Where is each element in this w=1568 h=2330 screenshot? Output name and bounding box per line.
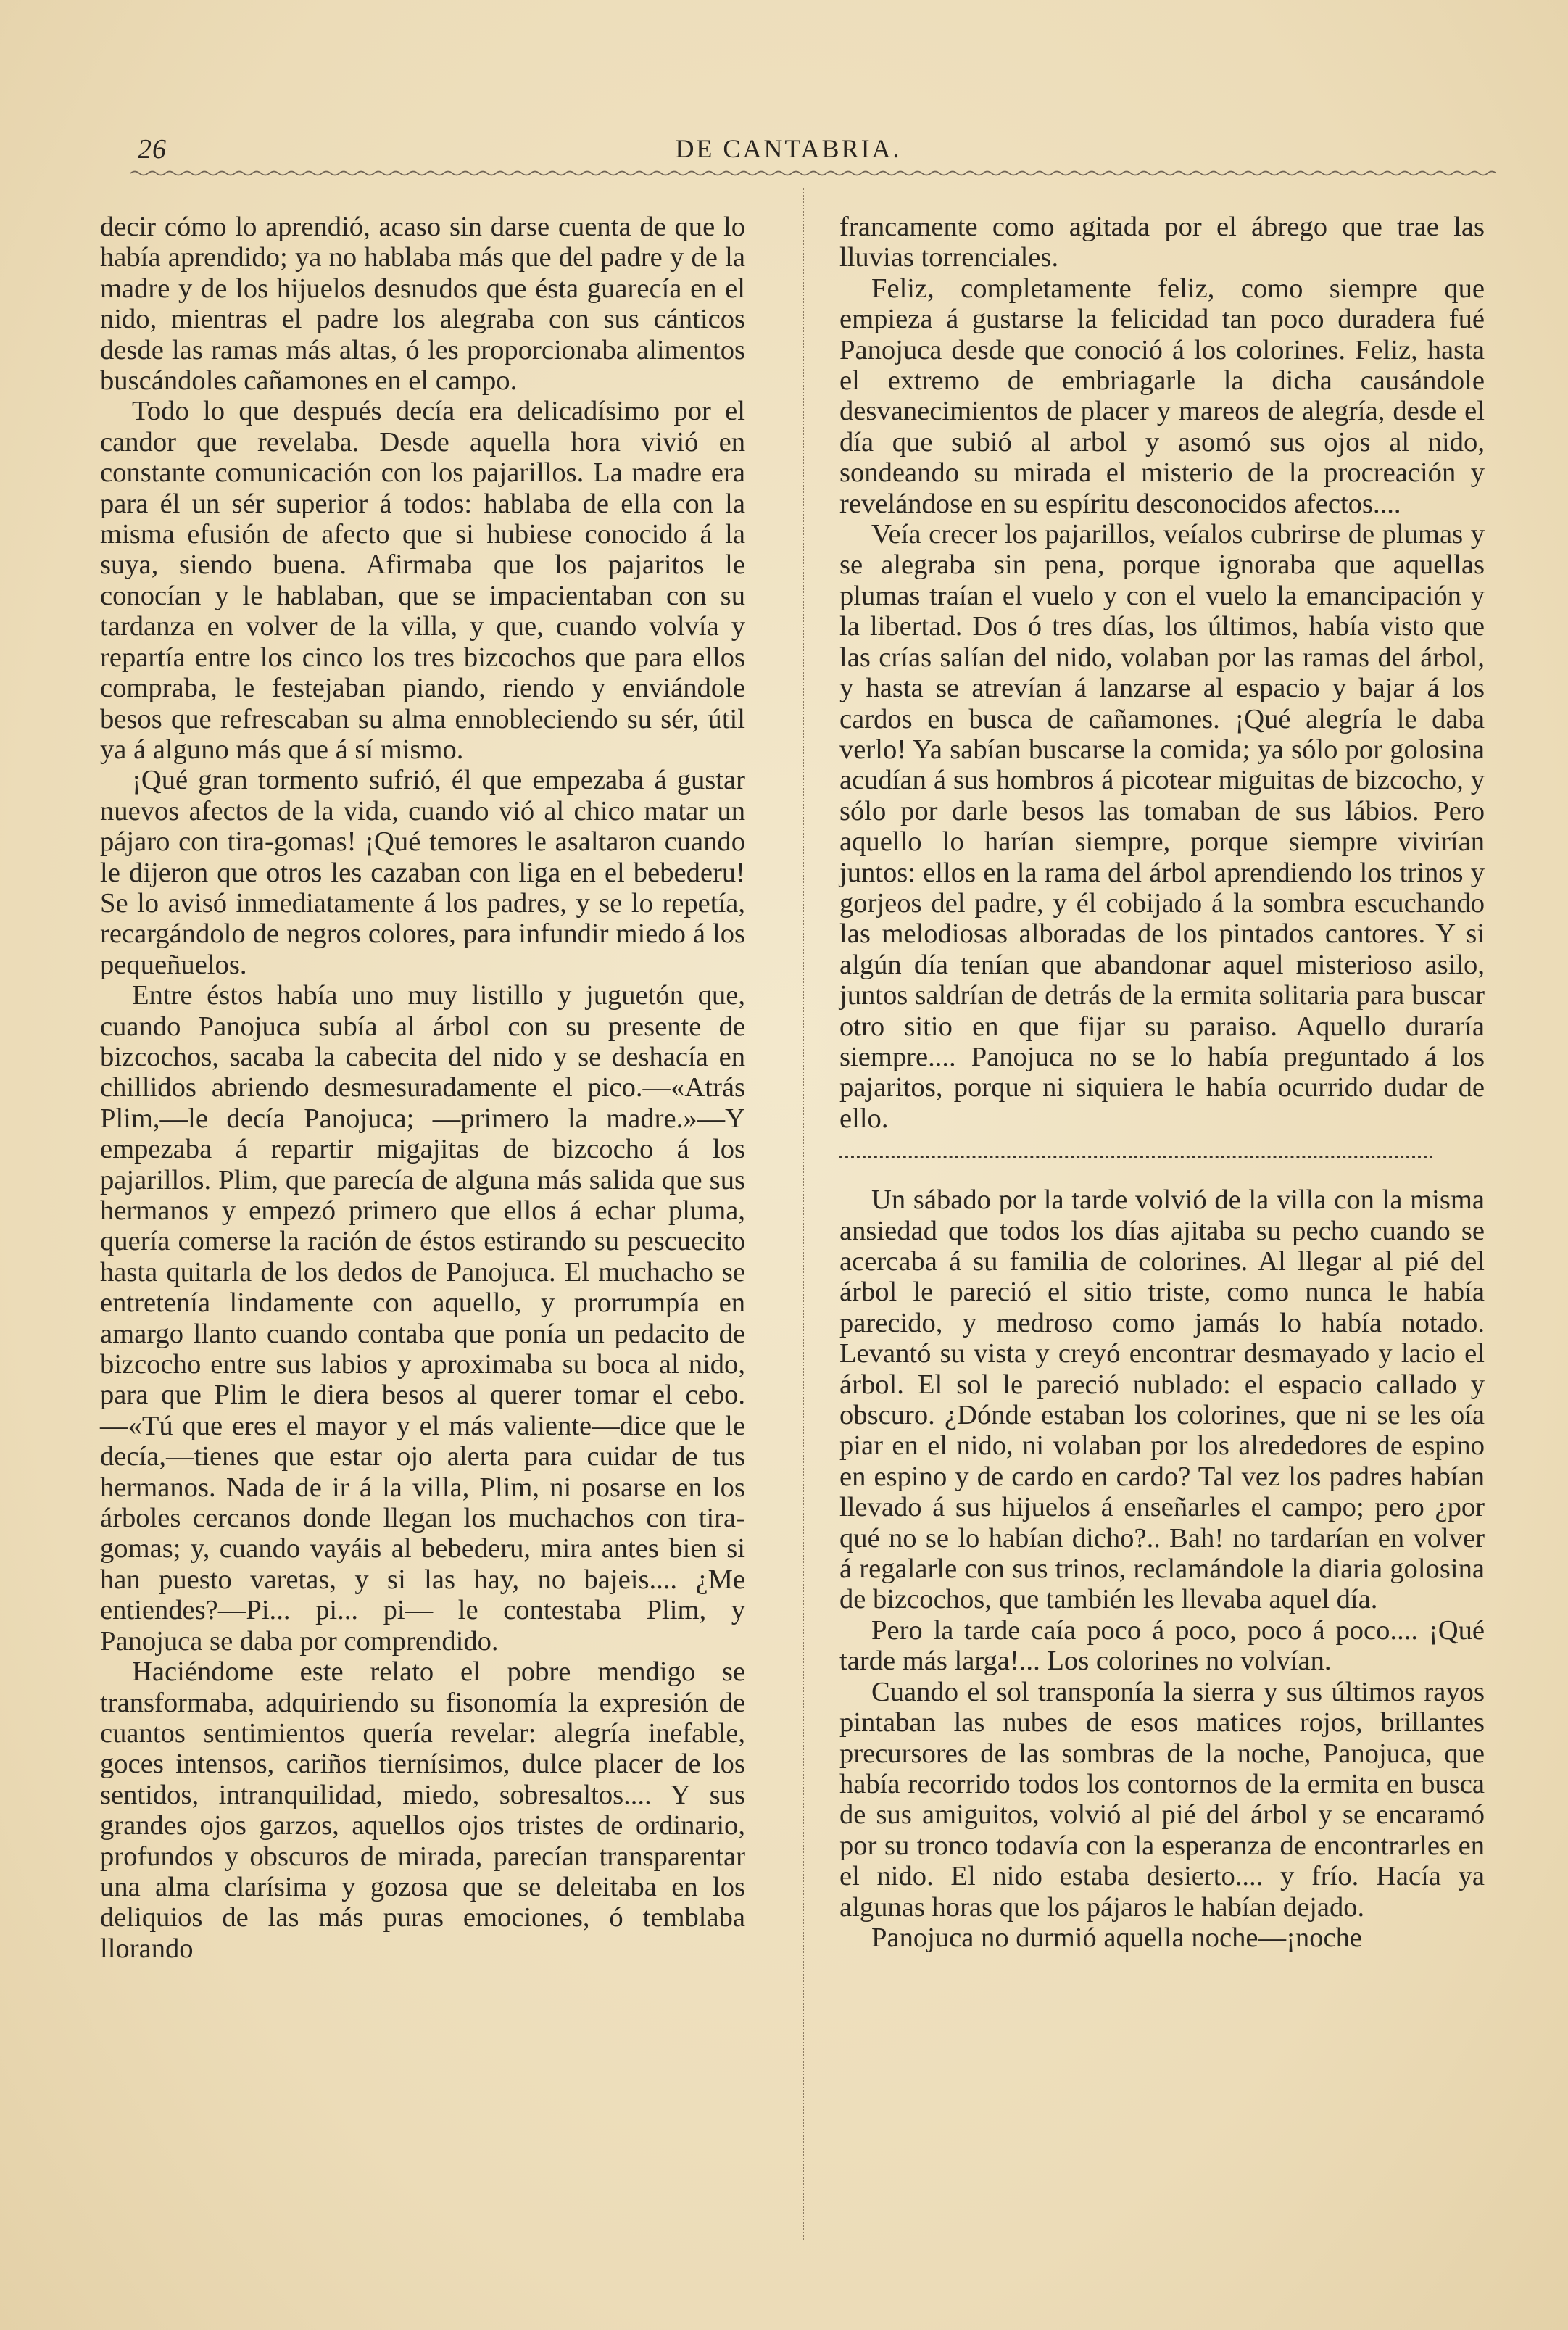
right-column: [839, 212, 1485, 1953]
section-break-dots: [839, 1150, 1433, 1158]
paragraph: Todo lo que después decía era delicadísimo por el candor que revelaba. Desde aquella hora vivió en constante comunicación con los pajarillos. La madre era para él un sér superior á todos: hablaba de ella con la misma efusión de afecto que si hubiese conocido á la suya, siendo buena. Afirmaba que los pajaritos le conocían y le hablaban, que se impacientaban con su tardanza en volver de la villa, y que, cuando volvía y repartía entre los cinco los tres bizcochos que para ellos compraba, le festejaban piando, riendo y enviándole besos que refrescaban su alma ennobleciendo su sér, útil ya á alguno más que á sí mismo.: [100, 396, 745, 765]
paragraph: Panojuca no durmió aquella noche—¡noche: [871, 1922, 1363, 1953]
paragraph: Pero la tarde caía poco á poco, poco á poco.... ¡Qué tarde más larga!... Los colorines no volvían.: [839, 1614, 1485, 1677]
paragraph: Haciéndome este relato el pobre mendigo se transformaba, adquiriendo su fisonomía la expresión de cuantos sentimientos quería revelar: alegría inefable, goces intensos, cariños tiernísimos, dulce placer de los sentidos, intranquilidad, miedo, sobresaltos.... Y sus grandes ojos garzos, aquellos ojos tristes de ordinario, profundos y obscuros de mirada, parecían transparentar una alma clarísima y gozosa que se deleitaba en los deliquios de las más puras emociones, ó temblaba llorando: [100, 1657, 745, 1964]
column-divider: [803, 188, 805, 2240]
header-wavy-rule: [130, 168, 1504, 178]
paragraph: Cuando el sol transponía la sierra y sus últimos rayos pintaban las nubes de esos matices rojos, brillantes precursores de las sombras de la noche, Panojuca, que había recorrido todos los contornos de la ermita en busca de sus amiguitos, volvió al pié del árbol y se encaramó por su tronco todavía con la esperanza de encontrarles en el nido. El nido estaba desierto.... y frío. Hacía ya algunas horas que los pájaros le habían dejado.: [839, 1676, 1485, 1923]
paragraph: Feliz, completamente feliz, como siempre que empieza á gustarse la felicidad tan poco duradera fué Panojuca desde que conoció á los colorines. Feliz, hasta el extremo de embriagarle la dicha causándole desvanecimientos de placer y mareos de alegría, desde el día que subió al arbol y asomó sus ojos al nido, sondeando su mirada el misterio de la procreación y revelándose en su espíritu desconocidos afectos....: [839, 273, 1485, 519]
page-number: 26: [138, 134, 167, 165]
paragraph: Un sábado por la tarde volvió de la villa con la misma ansiedad que todos los días ajitaba su pecho cuando se acercaba á su familia de colorines. Al llegar al pié del árbol le pareció el sitio triste, como nunca le había parecido, y medroso como jamás lo había notado. Levantó su vista y creyó encontrar desmayado y lacio el árbol. El sol le pareció nublado: el espacio callado y obscuro. ¿Dónde estaban los colorines, que ni se les oía piar en el nido, ni volaban por los alrededores de espino en espino y de cardo en cardo? Tal vez los padres habían llevado á sus hijuelos á enseñarles el campo; pero ¿por qué no se lo habían dicho?.. Bah! no tardarían en volver á regalarle con sus trinos, reclamándole la diaria golosina de bizcochos, que también les llevaba aquel día.: [839, 1185, 1485, 1615]
paragraph: francamente como agitada por el ábrego que trae las lluvias torrenciales.: [839, 212, 1485, 273]
paragraph: ¡Qué gran tormento sufrió, él que empezaba á gustar nuevos afectos de la vida, cuando vió al chico matar un pájaro con tira-gomas! ¡Qué temores le asaltaron cuando le dijeron que otros les cazaban con liga en el bebederu! Se lo avisó inmediatamente á los padres, y se lo repetía, recargándolo de negros colores, para infundir miedo á los pequeñuelos.: [100, 765, 745, 980]
page-header: [101, 128, 1475, 171]
paragraph: Entre éstos había uno muy listillo y juguetón que, cuando Panojuca subía al árbol con su presente de bizcochos, sacaba la cabecita del nido y se deshacía en chillidos abriendo desmesuradamente el pico.—«Atrás Plim,—le decía Panojuca; —primero la madre.»—Y empezaba á repartir migajitas de bizcocho á los pajarillos. Plim, que parecía de alguna más salida que sus hermanos y empezó primero que ellos á echar pluma, quería comerse la ración de éstos estirando su pescuecito hasta quitarla de los dedos de Panojuca. El muchacho se entretenía lindamente con aquello, y prorrumpía en amargo llanto cuando contaba que ponía un pedacito de bizcocho entre sus labios y aproximaba su boca al nido, para que Plim le diera besos al querer tomar el cebo.—«Tú que eres el mayor y el más valiente—dice que le decía,—tienes que estar ojo alerta para cuidar de tus hermanos. Nada de ir á la villa, Plim, ni posarse en los árboles cercanos donde llegan los muchachos con tira-gomas; y, cuando vayáis al bebederu, mira antes bien si han puesto varetas, y si las hay, no bajeis.... ¿Me entiendes?—Pi... pi... pi— le contestaba Plim, y Panojuca se daba por comprendido.: [100, 980, 745, 1657]
left-column: [100, 212, 745, 1964]
running-title: DE CANTABRIA.: [675, 134, 902, 163]
paragraph: decir cómo lo aprendió, acaso sin darse cuenta de que lo había aprendido; ya no hablaba más que del padre y de la madre y de los hijuelos desnudos que ésta guarecía en el nido, mientras el padre los alegraba con sus cánticos desde las ramas más altas, ó les proporcionaba alimentos buscándoles cañamones en el campo.: [100, 212, 745, 397]
paragraph: Veía crecer los pajarillos, veíalos cubrirse de plumas y se alegraba sin pena, porque ignoraba que aquellas plumas traían el vuelo y con el vuelo la emancipación y la libertad. Dos ó tres días, los últimos, había visto que las crías salían del nido, volaban por las ramas del árbol, y hasta se atrevían á lanzarse al espacio y bajar á los cardos en busca de cañamones. ¡Qué alegría le daba verlo! Ya sabían buscarse la comida; ya sólo por golosina acudían á sus hombros á picotear miguitas de bizcocho, y sólo por darle besos las tomaban de sus lábios. Pero aquello lo harían siempre, porque siempre vivirían juntos: ellos en la rama del árbol aprendiendo los trinos y gorjeos del padre, y él cobijado á la sombra escuchando las melodiosas alboradas de los pintados cantores. Y si algún día tenían que abandonar aquel misterioso asilo, juntos saldrían de detrás de la ermita solitaria para buscar otro sitio en que fijar su paraiso. Aquello duraría siempre.... Panojuca no se lo había preguntado á los pajaritos, porque ni siquiera le había ocurrido dudar de ello.: [839, 519, 1485, 1134]
